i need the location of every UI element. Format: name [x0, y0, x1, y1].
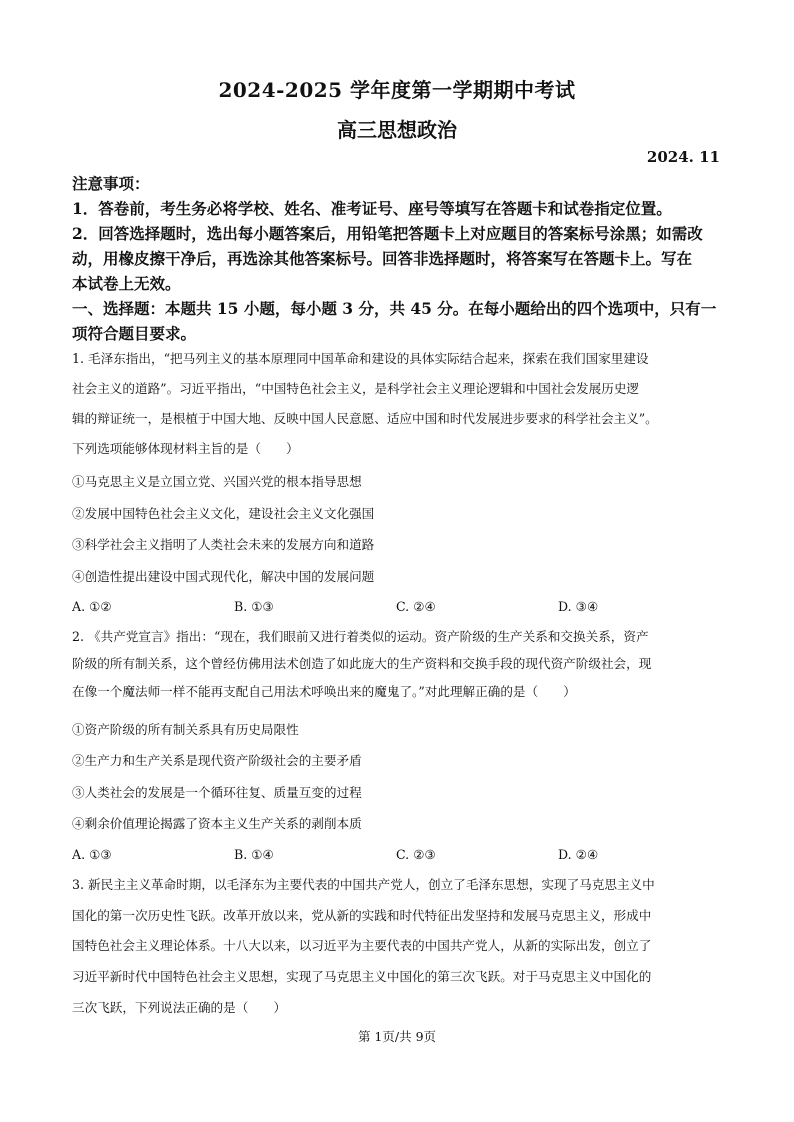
question-2-statement: ②生产力和生产关系是现代资产阶级社会的主要矛盾 — [72, 753, 362, 768]
question-2-stem: 在像一个魔法师一样不能再支配自己用法术呼唤出来的魔鬼了。”对此理解正确的是（ ） — [72, 684, 576, 699]
question-1-statement: ①马克思主义是立国立党、兴国兴党的根本指导思想 — [72, 474, 362, 489]
question-2-stem: 2. 《共产党宣言》指出：“现在，我们眼前又进行着类似的运动。资产阶级的生产关系和交换关系，资产 — [72, 629, 649, 644]
option-c[interactable]: C. ②③ — [396, 847, 436, 862]
question-1-stem: 辑的辩证统一，是根植于中国大地、反映中国人民意愿、适应中国和时代发展进步要求的科学社会主义”。 — [72, 411, 658, 426]
notice-line: 2．回答选择题时，选出每小题答案后，用铅笔把答题卡上对应题目的答案标号涂黑；如需改 — [72, 224, 703, 243]
notice-line: 1．答卷前，考生务必将学校、姓名、准考证号、座号等填写在答题卡和试卷指定位置。 — [72, 199, 672, 218]
question-3-stem: 习近平新时代中国特色社会主义思想，实现了马克思主义中国化的第三次飞跃。对于马克思主义中国化的 — [72, 969, 652, 984]
question-2-statement: ①资产阶级的所有制关系具有历史局限性 — [72, 722, 299, 737]
notice-line: 本试卷上无效。 — [72, 274, 181, 293]
question-1-statement: ④创造性提出建设中国式现代化，解决中国的发展问题 — [72, 569, 375, 584]
question-2-stem: 阶级的所有制关系，这个曾经仿佛用法术创造了如此庞大的生产资料和交换手段的现代资产阶级社会，现 — [72, 656, 652, 671]
option-a[interactable]: A. ①③ — [72, 847, 112, 862]
question-1-stem: 社会主义的道路”。习近平指出，“中国特色社会主义，是科学社会主义理论逻辑和中国社会发展历史逻 — [72, 381, 640, 396]
notice-line: 动，用橡皮擦干净后，再选涂其他答案标号。回答非选择题时，将答案写在答题卡上。写在 — [72, 249, 693, 268]
notice-heading: 注意事项： — [72, 174, 150, 193]
question-2-statement: ④剩余价值理论揭露了资本主义生产关系的剥削本质 — [72, 816, 362, 831]
page-number: 第 1页/共 9页 — [357, 1029, 437, 1044]
question-3-stem: 3. 新民主主义革命时期，以毛泽东为主要代表的中国共产党人，创立了毛泽东思想，实现了马克思主义中 — [72, 877, 655, 892]
question-1-statement: ③科学社会主义指明了人类社会未来的发展方向和道路 — [72, 537, 375, 552]
section-heading: 一、选择题：本题共 15 小题，每小题 3 分，共 45 分。在每小题给出的四个选项中，只有一 — [72, 299, 717, 318]
option-d[interactable]: D. ②④ — [558, 847, 599, 862]
option-b[interactable]: B. ①④ — [234, 847, 274, 862]
question-1-stem: 1. 毛泽东指出，“把马列主义的基本原理同中国革命和建设的具体实际结合起来，探索在我们国家里建设 — [72, 351, 649, 366]
exam-date: 2024. 11 — [646, 148, 720, 166]
question-2-statement: ③人类社会的发展是一个循环往复、质量互变的过程 — [72, 785, 362, 800]
question-1-statement: ②发展中国特色社会主义文化，建设社会主义文化强国 — [72, 506, 375, 521]
exam-subject: 高三思想政治 — [337, 118, 457, 142]
option-c[interactable]: C. ②④ — [396, 599, 436, 614]
section-heading: 项符合题目要求。 — [72, 324, 197, 343]
option-d[interactable]: D. ③④ — [558, 599, 599, 614]
question-3-stem: 三次飞跃，下列说法正确的是（ ） — [72, 1000, 287, 1015]
question-3-stem: 国化的第一次历史性飞跃。改革开放以来，党从新的实践和时代特征出发坚持和发展马克思主义，形成中 — [72, 908, 652, 923]
question-1-stem: 下列选项能够体现材料主旨的是（ ） — [72, 441, 299, 456]
question-3-stem: 国特色社会主义理论体系。十八大以来，以习近平为主要代表的中国共产党人，从新的实际出发，创立了 — [72, 938, 652, 953]
exam-title: 2024-2025 学年度第一学期期中考试 — [218, 78, 576, 102]
option-a[interactable]: A. ①② — [72, 599, 112, 614]
option-b[interactable]: B. ①③ — [234, 599, 274, 614]
